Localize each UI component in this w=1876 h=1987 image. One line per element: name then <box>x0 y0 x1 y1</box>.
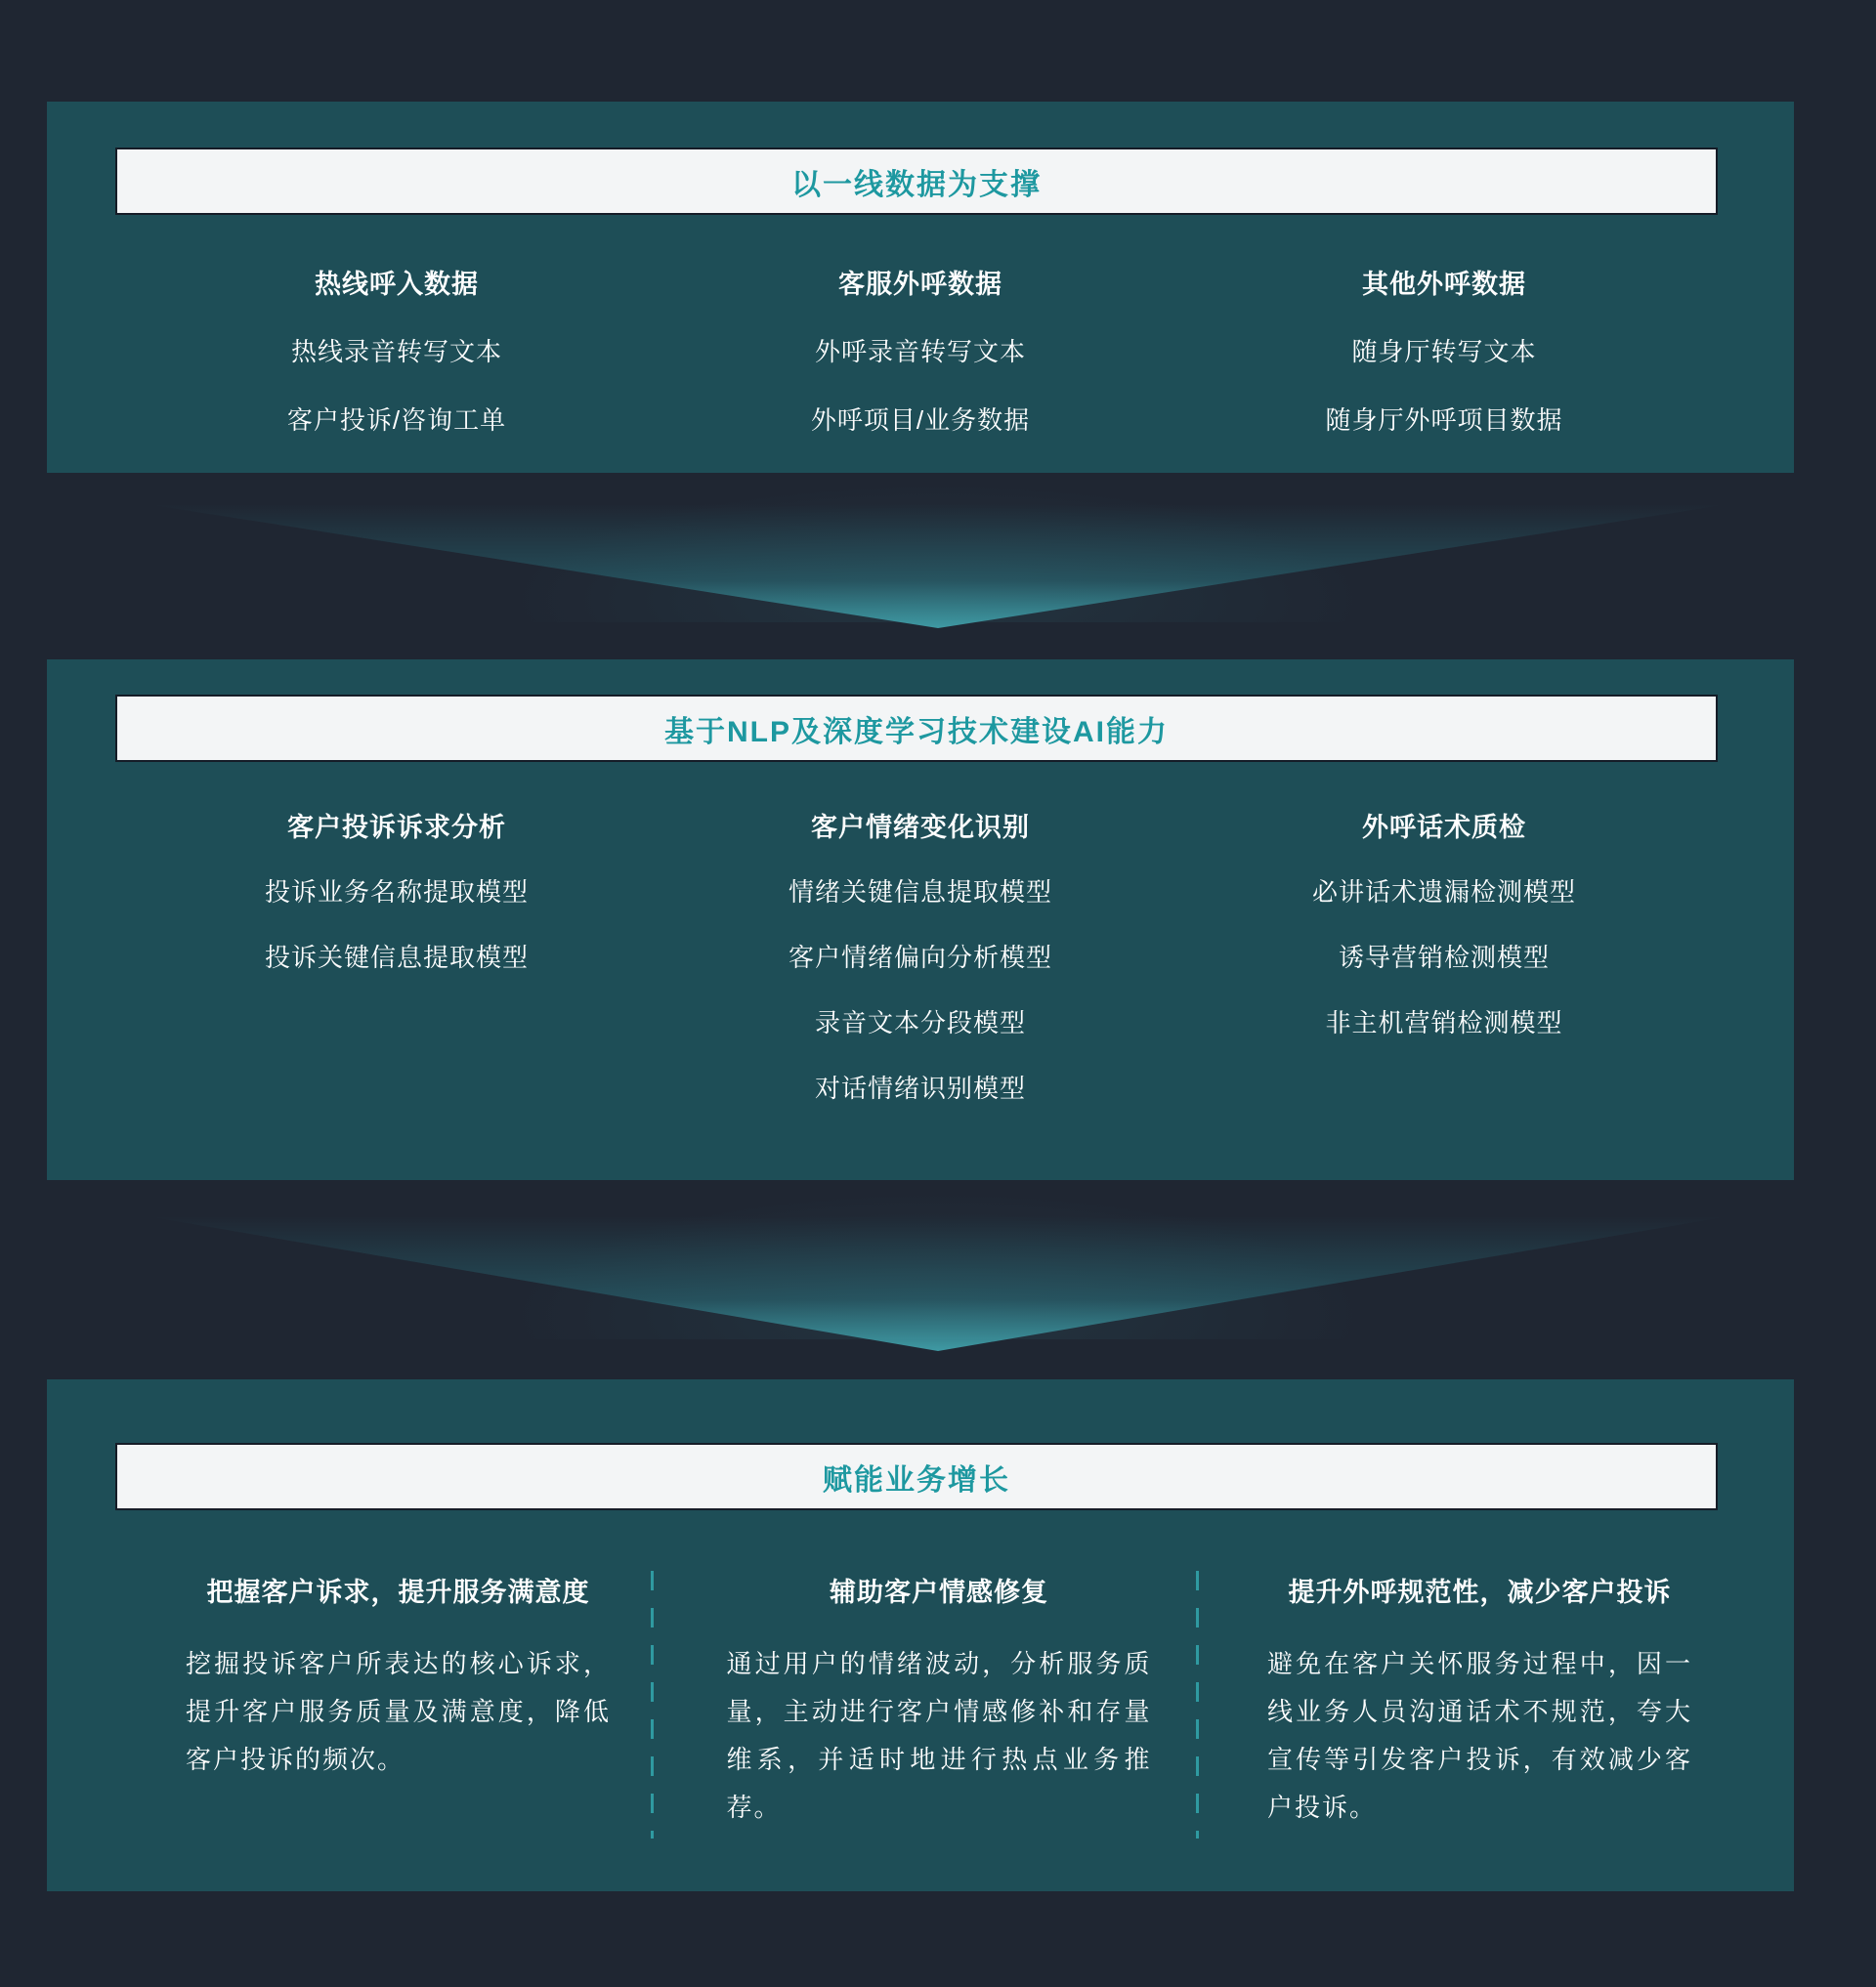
section-title: 赋能业务增长 <box>823 1463 1010 1497</box>
dashed-column-divider <box>651 1571 654 1839</box>
column-item: 随身厅外呼项目数据 <box>1325 404 1563 435</box>
column-paragraph: 通过用户的情绪波动，分析服务质量，主动进行客户情感修补和存量维系，并适时地进行热点业务推荐。 <box>726 1649 1152 1822</box>
section-ai-capabilities <box>47 659 1794 1180</box>
section-title: 基于NLP及深度学习技术建设AI能力 <box>664 715 1169 748</box>
data-column <box>659 792 1182 1120</box>
column-item: 投诉业务名称提取模型 <box>264 877 529 907</box>
data-column <box>135 247 659 452</box>
data-column <box>135 792 659 1120</box>
column-item: 随身厅转写文本 <box>1351 336 1537 366</box>
column-item: 客户情绪偏向分析模型 <box>788 943 1052 972</box>
column-item: 客户投诉/咨询工单 <box>286 404 507 435</box>
column-item: 诱导营销检测模型 <box>1338 943 1550 972</box>
columns-row <box>135 247 1706 452</box>
column-item: 热线录音转写文本 <box>290 336 502 366</box>
column-item: 外呼录音转写文本 <box>814 336 1026 366</box>
column-item: 投诉关键信息提取模型 <box>264 943 529 972</box>
dashed-column-divider <box>1196 1571 1199 1839</box>
data-column <box>1182 247 1706 452</box>
data-column <box>1182 792 1706 1120</box>
column-item: 非主机营销检测模型 <box>1325 1008 1563 1037</box>
column-item: 外呼项目/业务数据 <box>810 404 1031 435</box>
column-heading: 外呼话术质检 <box>1362 813 1526 842</box>
benefit-column <box>186 1576 611 1832</box>
columns-row <box>186 1576 1692 1832</box>
column-heading: 提升外呼规范性，减少客户投诉 <box>1288 1578 1672 1607</box>
section-title: 以一线数据为支撑 <box>791 168 1042 201</box>
column-item: 情绪关键信息提取模型 <box>788 877 1052 907</box>
column-item: 对话情绪识别模型 <box>814 1074 1026 1103</box>
data-column <box>659 247 1182 452</box>
down-chevron-icon <box>147 1216 1729 1351</box>
column-heading: 辅助客户情感修复 <box>830 1578 1048 1607</box>
section-header-bar <box>115 1443 1718 1510</box>
column-paragraph: 挖掘投诉客户所表达的核心诉求，提升客户服务质量及满意度，降低客户投诉的频次。 <box>186 1649 611 1774</box>
column-heading: 热线呼入数据 <box>315 269 479 299</box>
benefit-column <box>1267 1576 1692 1832</box>
section-header-bar <box>115 695 1718 762</box>
column-heading: 客户情绪变化识别 <box>811 813 1030 842</box>
benefit-column <box>727 1576 1152 1832</box>
section-header-bar <box>115 148 1718 215</box>
column-paragraph: 避免在客户关怀服务过程中，因一线业务人员沟通话术不规范，夸大宣传等引发客户投诉，有效减少客户投诉。 <box>1267 1649 1692 1822</box>
section-data-sources <box>47 102 1794 473</box>
flow-down-arrow-2 <box>0 1180 1876 1379</box>
column-heading: 把握客户诉求，提升服务满意度 <box>206 1578 590 1607</box>
flow-down-arrow-1 <box>0 473 1876 659</box>
column-item: 必讲话术遗漏检测模型 <box>1311 877 1576 907</box>
down-chevron-icon <box>147 504 1729 628</box>
column-heading: 其他外呼数据 <box>1362 269 1526 299</box>
section-business-growth <box>47 1379 1794 1891</box>
column-heading: 客户投诉诉求分析 <box>287 813 506 842</box>
column-heading: 客服外呼数据 <box>838 269 1002 299</box>
columns-row <box>135 792 1706 1120</box>
column-item: 录音文本分段模型 <box>814 1008 1026 1037</box>
